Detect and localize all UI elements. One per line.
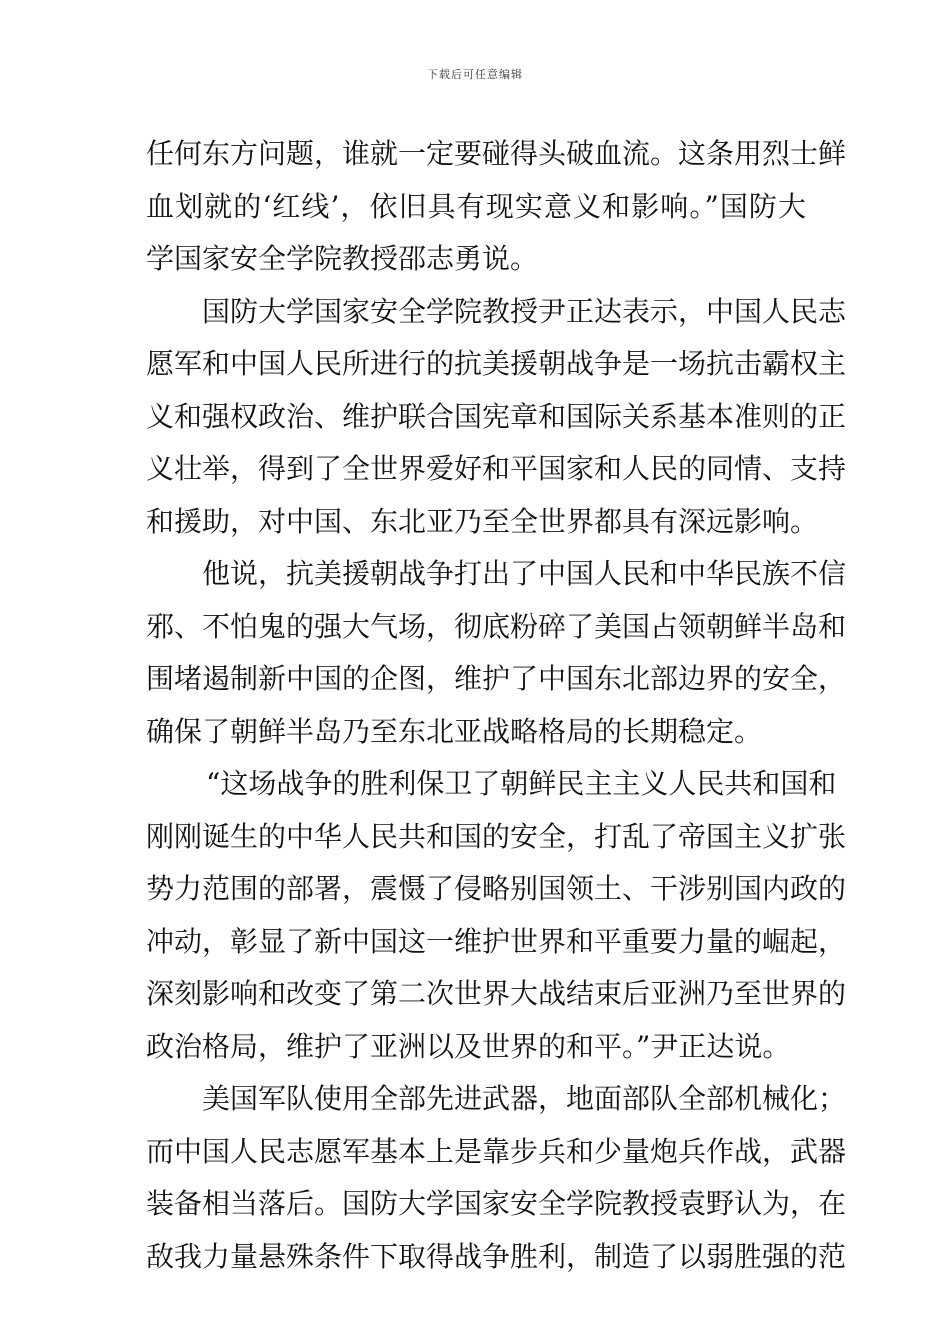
paragraph-first-line: “这场战争的胜利保卫了朝鲜民主主义人民共和国和 xyxy=(206,767,837,800)
paragraph-first-line: 他说，抗美援朝战争打出了中国人民和中华民族不信 xyxy=(202,557,847,590)
text-line: 邪、不怕鬼的强大气场，彻底粉碎了美国占领朝鲜半岛和 xyxy=(146,609,847,643)
paragraph-first-line: 国防大学国家安全学院教授尹正达表示，中国人民志 xyxy=(202,294,847,328)
text-line: 义壮举，得到了全世界爱好和平国家和人民的同情、支持 xyxy=(146,452,847,485)
text-line: 装备相当落后。国防大学国家安全学院教授袁野认为，在 xyxy=(146,1187,847,1220)
body-text xyxy=(146,128,847,1283)
text-line: 义和强权政治、维护联合国宪章和国际关系基本准则的正 xyxy=(146,399,847,433)
text-line: 和援助，对中国、东北亚乃至全世界都具有深远影响。 xyxy=(146,504,819,538)
text-line: 深刻影响和改变了第二次世界大战结束后亚洲乃至世界的 xyxy=(146,977,847,1010)
text-line: 刚刚诞生的中华人民共和国的安全，打乱了帝国主义扩张 xyxy=(146,819,847,853)
text-line: 势力范围的部署，震慑了侵略别国领土、干涉别国内政的 xyxy=(146,872,847,905)
text-line: 政治格局，维护了亚洲以及世界的和平。”尹正达说。 xyxy=(146,1029,791,1063)
text-line: 而中国人民志愿军基本上是靠步兵和少量炮兵作战，武器 xyxy=(146,1134,847,1168)
text-line: 冲动，彰显了新中国这一维护世界和平重要力量的崛起， xyxy=(146,924,847,958)
paragraph-first-line: 美国军队使用全部先进武器，地面部队全部机械化； xyxy=(202,1082,847,1115)
text-line: 血划就的‘红线’，依旧具有现实意义和影响。”国防大 xyxy=(146,189,806,223)
text-line: 确保了朝鲜半岛乃至东北亚战略格局的长期稳定。 xyxy=(146,714,763,748)
text-line: 愿军和中国人民所进行的抗美援朝战争是一场抗击霸权主 xyxy=(146,347,847,380)
header-note: 下载后可任意编辑 xyxy=(427,68,523,81)
text-line: 围堵遏制新中国的企图，维护了中国东北部边界的安全， xyxy=(146,662,847,695)
text-line: 敌我力量悬殊条件下取得战争胜利，制造了以弱胜强的范 xyxy=(146,1239,847,1273)
text-line: 任何东方问题，谁就一定要碰得头破血流。这条用烈士鲜 xyxy=(146,137,847,170)
text-line: 学国家安全学院教授邵志勇说。 xyxy=(146,242,539,275)
